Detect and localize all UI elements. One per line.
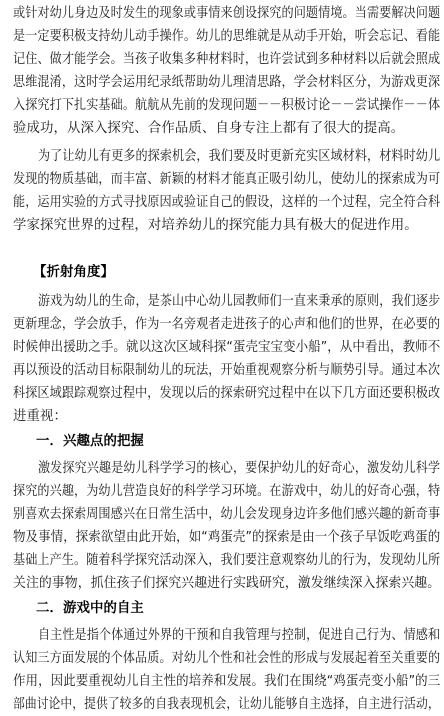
paragraph-line: 科探区域跟踪观察过程中，发现以后的探索研究过程中在以下几方面还要积极改 <box>13 386 441 401</box>
paragraph-line: 认知三方面发展的个体品质。对幼儿个性和社会性的形成与发展起着至关重要的 <box>13 651 441 666</box>
paragraph-line: 验成功，从深入探究、合作品质、自身专注上都有了很大的提高。 <box>13 121 405 136</box>
paragraph-line: 自主性是指个体通过外界的干预和自我管理与控制，促进自己行为、情感和 <box>38 628 441 643</box>
paragraph-line: 探究的兴趣，为幼儿营造良好的科学学习环境。在游戏中，幼儿的好奇心强，特 <box>13 484 441 499</box>
paragraph-line: 入探究打下扎实基础。航航从先前的发现问题－－积极讨论－－尝试操作－－体 <box>13 98 441 113</box>
paragraph-line: 基础上产生。随着科学探究活动深入，我们要注意观察幼儿的行为，发现幼儿所 <box>13 553 441 568</box>
paragraph-line: 或针对幼儿身边及时发生的现象或事情来创设探究的问题情境。当需要解决问题 <box>13 6 441 21</box>
paragraph-line: 部曲讨论中，提供了较多的自我表现机会，让幼儿能够自主选择，自主进行活动， <box>13 697 440 712</box>
paragraph-line: 关注的事物，抓住孩子们探究兴趣进行实践研究，激发继续深入探索兴趣。 <box>13 576 441 591</box>
paragraph-line: 学家探究世界的过程，对培养幼儿的探究能力具有极大的促进作用。 <box>13 218 418 233</box>
paragraph-line: 再以预设的活动目标限制幼儿的玩法，开始重视观察分析与顺势引导。通过本次 <box>13 363 441 378</box>
subsection-heading: 一．兴趣点的把握 <box>36 434 144 449</box>
paragraph-line: 激发探究兴趣是幼儿科学学习的核心，要保护幼儿的好奇心，激发幼儿科学 <box>38 461 441 476</box>
paragraph-line: 记住、做才能学会。当孩子收集多种材料时，也许尝试到多种材料以后就会照成 <box>13 52 441 67</box>
paragraph-line: 物及事情，探索欲望由此开始，如“鸡蛋壳”的探索是由一个孩子早饭吃鸡蛋的 <box>13 530 441 545</box>
paragraph-line: 作用，因此要重视幼儿自主性的培养和发展。我们在围绕“鸡蛋壳变小船”的三 <box>13 674 441 689</box>
section-title: 【折射角度】 <box>33 265 114 280</box>
paragraph-line: 思维混淆，这时学会运用纪录纸帮助幼儿理清思路，学会材料区分，为游戏更深 <box>13 75 441 90</box>
paragraph-line: 能，运用实验的方式寻找原因或验证自己的假设，这样的一个过程，完全符合科 <box>13 195 441 210</box>
paragraph-line: 进重视： <box>13 409 67 424</box>
paragraph-line: 别喜欢去探索周围感兴在日常生活中，幼儿会发现身边许多他们感兴趣的新奇事 <box>13 507 441 522</box>
paragraph-line: 是一定要积极支持幼儿动手操作。幼儿的思维就是从动手开始，听会忘记、看能 <box>13 29 441 44</box>
paragraph-line: 游戏为幼儿的生命，是茶山中心幼儿园教师们一直来秉承的原则，我们逐步 <box>38 294 441 309</box>
paragraph-line: 为了让幼儿有更多的探索机会，我们要及时更新充实区域材料，材料时幼儿 <box>38 149 441 164</box>
paragraph-line: 时候伸出援助之手。就以这次区域科探“蛋壳宝宝变小船”，从中看出，教师不 <box>13 340 441 355</box>
subsection-heading: 二．游戏中的自主 <box>36 601 144 616</box>
paragraph-line: 更新理念，学会放手，作为一名旁观者走进孩子的心声和他们的世界，在必要的 <box>13 317 441 332</box>
paragraph-line: 发现的物质基础，而丰富、新颖的材料才能真正吸引幼儿，使幼儿的探索成为可 <box>13 172 441 187</box>
